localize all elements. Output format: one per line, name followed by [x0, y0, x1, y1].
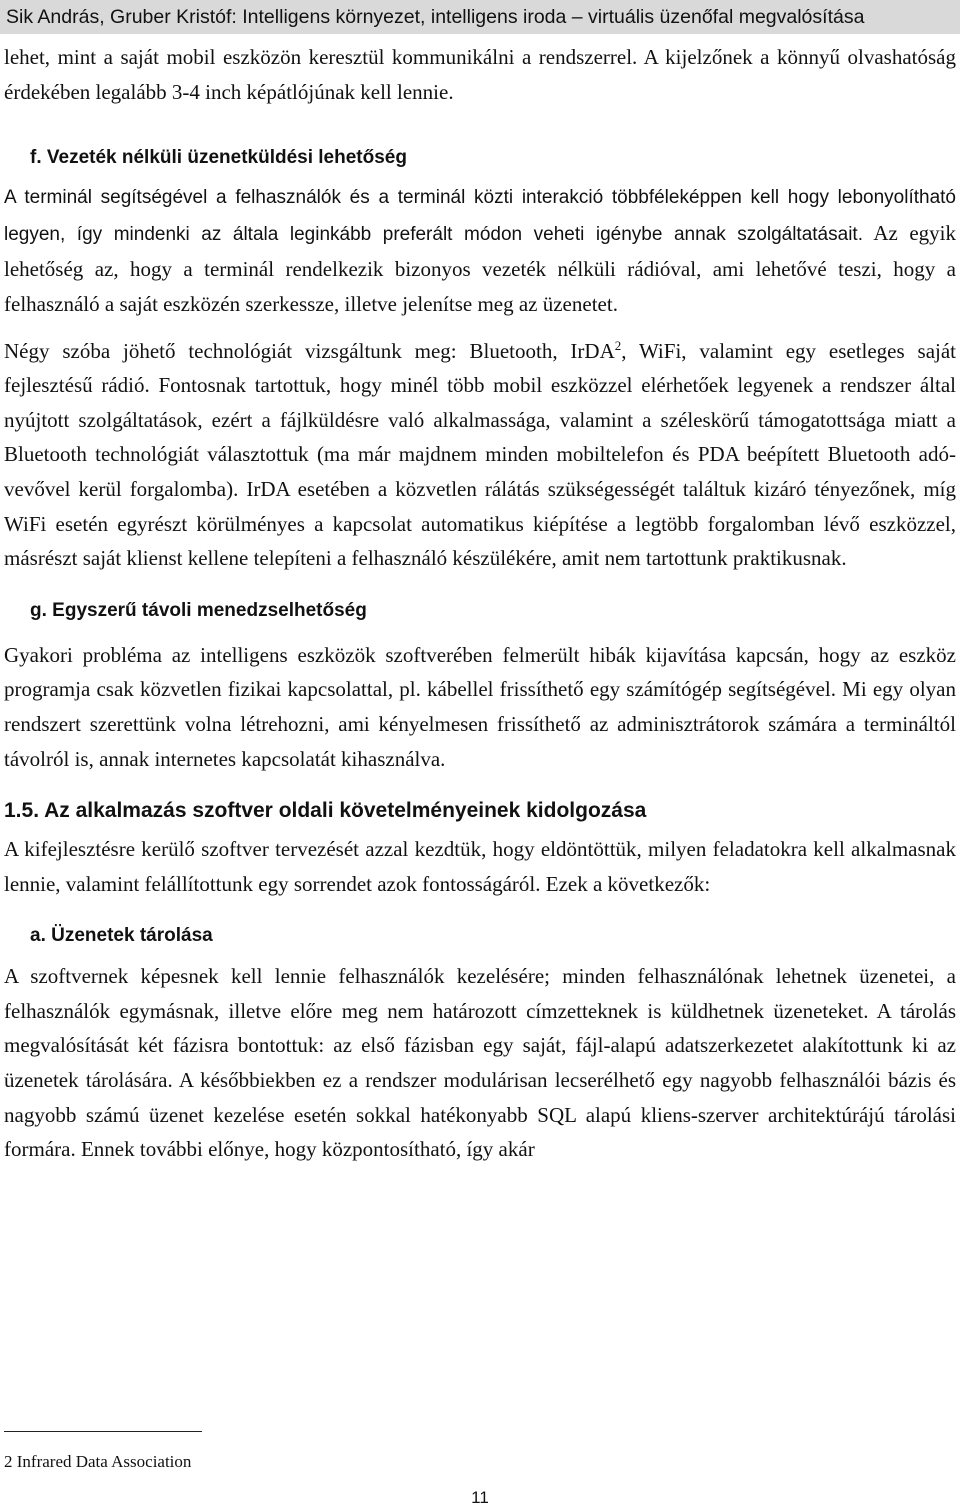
- paragraph: A szoftvernek képesnek kell lennie felhasználók kezelésére; minden felhasználónak lehetnek üzenetei, a felhasználók egymásnak, illetve előre meg nem határozott címzetteknek is küldhetnek üzeneteket. A tárolás megvalósítását két fázisra bontottuk: az első fázisban egy saját, fájl-alapú adatszerkezetet alakítottunk ki az üzenetek tárolására. A későbbiekben ez a rendszer modulárisan lecserélhető egy nagyobb felhasználói bázis és nagyobb számú üzenet kezelése esetén sokkal hatékonyabb SQL alapú kliens-szerver architektúrájú tárolási formára. Ennek további előnye, hogy központosítható, így akár: [4, 964, 956, 1162]
- running-title: Sik András, Gruber Kristóf: Intelligens környezet, intelligens iroda – virtuális üzenőfal megvalósítása: [6, 6, 865, 28]
- paragraph-serif-part: Az egyik lehetőség az, hogy a terminál rendelkezik bizonyos vezeték nélküli rádióval, ami lehetővé teszi, hogy a felhasználó a saját eszközén szerkessze, illetve jelenítse meg az üzenetet.: [4, 220, 956, 316]
- footnote-divider: [4, 1431, 202, 1432]
- paragraph: lehet, mint a saját mobil eszközön keresztül kommunikálni a rendszerrel. A kijelzőnek a könnyű olvashatóság érdekében legalább 3-4 inch képátlójúnak kell lennie.: [4, 45, 956, 104]
- paragraph: [4, 179, 956, 321]
- heading-marker: a.: [30, 925, 46, 947]
- paragraph-sans-part: A terminál segítségével a felhasználók és a terminál közti interakció többféleképpen kell hogy lebonyolítható legyen, így mindenki az általa leginkább preferált módon veheti igénybe annak szolgáltatásait.: [4, 187, 956, 245]
- footnote-ref[interactable]: 2: [614, 337, 622, 353]
- heading-title: Egyszerű távoli menedzselhetőség: [52, 599, 367, 621]
- paragraph: Gyakori probléma az intelligens eszközök szoftverében felmerült hibák kijavítása kapcsán, hogy az eszköz programja csak közvetlen fizikai kapcsolattal, pl. kábellel frissíthető egy számítógép segítségével. Mi egy olyan rendszert szerettünk volna létrehozni, ami kényelmesen frissíthető az adminisztrátorok számára a termináltól távolról is, annak internetes kapcsolatát kihasználva.: [4, 642, 956, 771]
- paragraph: A kifejlesztésre kerülő szoftver tervezését azzal kezdtük, hogy eldöntöttük, milyen feladatokra kell alkalmasnak lennie, valamint felállítottunk egy sorrendet azok fontosságáról. Ezek a következők:: [4, 837, 956, 896]
- paragraph-part: , WiFi, valamint egy esetleges saját fejlesztésű rádió. Fontosnak tartottuk, hogy minél több mobil eszközzel elérhetőek legyenek a rendszer által nyújtott szolgáltatások, ezért a fájlküldésre való alkalmassága, valamint a széleskörű támogatottsága miatt a Bluetooth technológiát választottuk (ma már majdnem minden mobiltelefon és PDA beépített Bluetooth adó-vevővel kerül forgalomba). IrDA esetében a közvetlen rálátás szükségességét találtuk kizáró tényezőnek, míg WiFi esetén egyrészt körülményes a kapcsolat automatikus kiépítése a legtöbb forgalomban lévő eszközzel, másrészt saját klienst kellene telepíteni a felhasználó készülékére, amit nem tartottunk praktikusnak.: [4, 338, 957, 571]
- section-heading-1-5: 1.5. Az alkalmazás szoftver oldali követelményeinek kidolgozása: [4, 799, 647, 823]
- running-header: [0, 0, 960, 34]
- section-heading-f: [4, 141, 956, 175]
- footnote: 2 Infrared Data Association: [4, 1452, 192, 1471]
- page-body: [4, 40, 956, 1167]
- heading-marker: g.: [30, 599, 47, 621]
- paragraph: [4, 334, 956, 576]
- heading-marker: f.: [30, 147, 42, 169]
- page-number: 11: [471, 1488, 489, 1507]
- heading-title: Üzenetek tárolása: [51, 925, 213, 947]
- paragraph-part: Négy szóba jöhető technológiát vizsgáltunk meg: Bluetooth, IrDA: [4, 338, 615, 363]
- section-heading-a: [4, 919, 956, 953]
- section-heading-g: [4, 594, 956, 628]
- heading-title: Vezeték nélküli üzenetküldési lehetőség: [46, 147, 407, 169]
